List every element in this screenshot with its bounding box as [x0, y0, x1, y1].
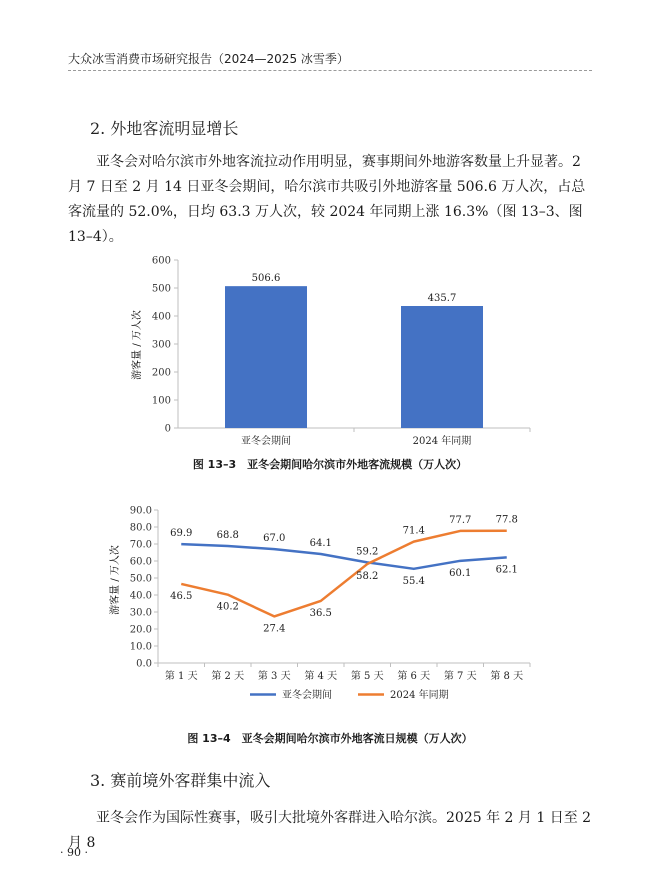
- bar-y-tick-label: 0: [164, 423, 171, 435]
- line-category-label: 第 6 天: [397, 671, 431, 682]
- line-data-label: 59.2: [356, 546, 379, 558]
- bar-y-tick-label: 500: [151, 283, 171, 295]
- legend-label: 亚冬会期间: [282, 690, 332, 701]
- line-chart-y-label: 游客量 / 万人次: [110, 545, 121, 615]
- line-category-label: 第 8 天: [490, 671, 524, 682]
- bar-chart-bars: [225, 273, 483, 428]
- bar-y-tick-label: 200: [151, 367, 171, 379]
- section-heading-3: 3. 赛前境外客群集中流入: [90, 771, 271, 790]
- line-category-label: 第 7 天: [443, 671, 477, 682]
- bar: [225, 286, 307, 428]
- section-2-paragraph: 亚冬会对哈尔滨市外地客流拉动作用明显，赛事期间外地游客数量上升显著。2 月 7 日至 2 月 14 日亚冬会期间，哈尔滨市共吸引外地游客量 506.6 万人次，占总客流量的 52.0%，日均 63.3 万人次，较 2024 年同期上涨 16.3%（图 13–3、图 13–4）。: [68, 154, 586, 245]
- section-3-paragraph: 亚冬会作为国际性赛事，吸引大批境外客群进入哈尔滨。2025 年 2 月 1 日至 2 月 8: [68, 810, 592, 851]
- line-data-label: 62.1: [495, 564, 518, 576]
- section-heading-2: 2. 外地客流明显增长: [90, 119, 239, 138]
- line-y-tick-label: 60.0: [129, 556, 152, 568]
- bar-chart: [120, 250, 540, 450]
- line-y-tick-label: 0.0: [136, 658, 152, 670]
- line-data-label: 60.1: [449, 567, 472, 579]
- bar-y-tick-label: 600: [151, 255, 171, 267]
- line-data-label: 64.1: [309, 538, 332, 550]
- line-data-label: 40.2: [216, 601, 239, 613]
- line-data-label: 67.0: [263, 533, 286, 545]
- bar: [401, 306, 483, 428]
- line-data-label: 27.4: [263, 623, 286, 635]
- bar-y-tick-label: 400: [151, 311, 171, 323]
- header-rule: [68, 70, 592, 71]
- bar-value-label: 506.6: [251, 273, 281, 285]
- series-line-asian-winter-games: [181, 544, 507, 569]
- line-y-tick-label: 10.0: [129, 641, 152, 653]
- line-y-tick-label: 70.0: [129, 539, 152, 551]
- line-chart: [100, 500, 560, 710]
- bar-category-label: 2024 年同期: [412, 436, 472, 447]
- line-chart-legend: [250, 688, 449, 701]
- line-y-tick-label: 90.0: [129, 505, 152, 517]
- line-data-label: 55.4: [402, 575, 425, 587]
- bar-value-label: 435.7: [427, 293, 457, 305]
- line-y-tick-label: 50.0: [129, 573, 152, 585]
- line-category-label: 第 5 天: [350, 671, 384, 682]
- line-y-tick-label: 40.0: [129, 590, 152, 602]
- line-y-tick-label: 20.0: [129, 624, 152, 636]
- line-chart-series: [170, 515, 518, 635]
- line-data-label: 77.7: [449, 514, 472, 526]
- line-data-label: 69.9: [170, 528, 193, 540]
- line-category-label: 第 1 天: [164, 671, 198, 682]
- line-y-tick-label: 80.0: [129, 522, 152, 534]
- line-data-label: 58.2: [356, 571, 379, 583]
- running-header: 大众冰雪消费市场研究报告（2024—2025 冰雪季）: [68, 52, 349, 66]
- line-y-tick-label: 30.0: [129, 607, 152, 619]
- figure-13-4-caption: 图 13–4 亚冬会期间哈尔滨市外地客流日规模（万人次）: [187, 732, 473, 745]
- bar-category-label: 亚冬会期间: [241, 436, 291, 447]
- line-category-label: 第 4 天: [304, 671, 338, 682]
- line-data-label: 36.5: [309, 607, 332, 619]
- figure-13-3-caption: 图 13–3 亚冬会期间哈尔滨市外地客流规模（万人次）: [192, 458, 468, 471]
- line-data-label: 46.5: [170, 590, 193, 602]
- legend-label: 2024 年同期: [390, 690, 449, 701]
- line-data-label: 71.4: [402, 525, 425, 537]
- line-data-label: 68.8: [216, 530, 239, 542]
- bar-y-tick-label: 100: [151, 395, 171, 407]
- line-category-label: 第 3 天: [257, 671, 291, 682]
- bar-y-tick-label: 300: [151, 339, 171, 351]
- line-data-label: 77.8: [495, 514, 518, 526]
- line-category-label: 第 2 天: [211, 671, 245, 682]
- page-number: · 90 ·: [60, 846, 88, 859]
- bar-chart-y-label: 游客量 / 万人次: [132, 310, 143, 380]
